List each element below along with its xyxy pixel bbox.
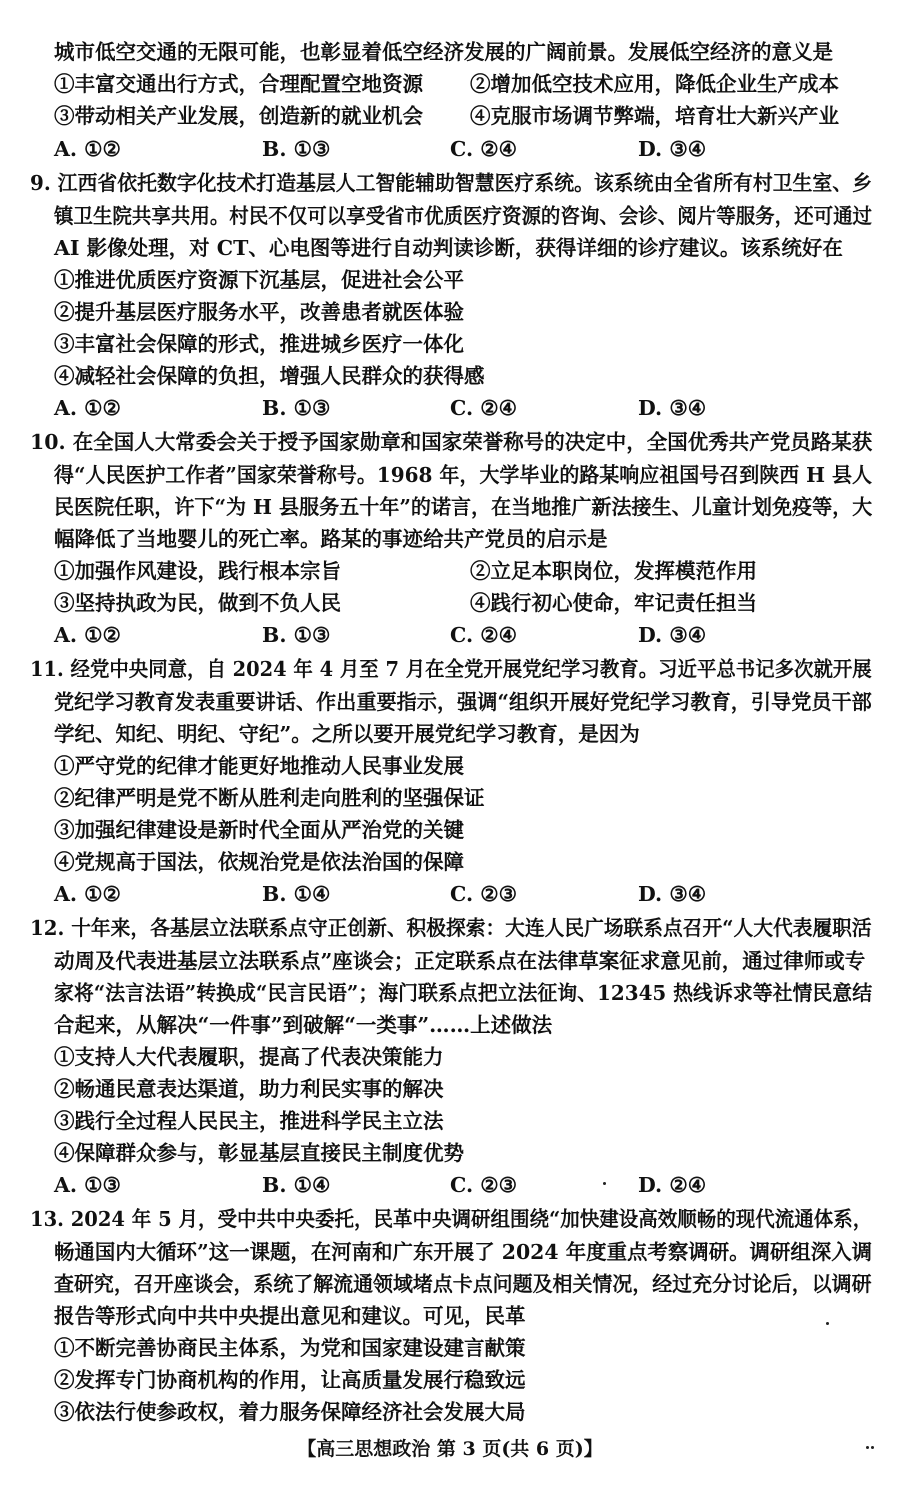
q11-stem-line-3: 学纪、知纪、明纪、守纪”。之所以要开展党纪学习教育，是因为 [54,722,640,746]
q13-stem-line-3: 查研究，召开座谈会，系统了解流通领域堵点卡点问题及相关情况，经过充分讨论后，以调研 [54,1272,872,1296]
q11-choice-a: A. ①② [54,882,121,906]
q9-stem-line-1: 9. 江西省依托数字化技术打造基层人工智能辅助智慧医疗系统。该系统由全省所有村卫生室、乡 [30,171,873,195]
q9-option-4: ④减轻社会保障的负担，增强人民群众的获得感 [54,364,485,388]
q9-option-1: ①推进优质医疗资源下沉基层，促进社会公平 [54,268,464,292]
q8-option-4: ④克服市场调节弊端，培育壮大新兴产业 [470,104,839,128]
q9-choice-d: D. ③④ [638,396,707,420]
q12-choice-c: C. ②③ [450,1173,517,1197]
q11-stem-line-1: 11. 经党中央同意，自 2024 年 4 月至 7 月在全党开展党纪学习教育。习近平总书记多次就开展 [30,657,872,681]
q12-choice-a: A. ①③ [54,1173,121,1197]
q10-stem-line-3: 民医院任职，许下“为 H 县服务五十年”的诺言，在当地推广新法接生、儿童计划免疫等，大 [54,495,873,519]
q10-choice-b: B. ①③ [262,623,331,647]
q11-option-3: ③加强纪律建设是新时代全面从严治党的关键 [54,818,464,842]
q11-stem-line-2: 党纪学习教育发表重要讲话、作出重要指示，强调“组织开展好党纪学习教育，引导党员干部 [54,690,872,714]
page-footer: 【高三思想政治 第 3 页(共 6 页)】 [297,1438,603,1460]
q13-option-2: ②发挥专门协商机构的作用，让高质量发展行稳致远 [54,1368,526,1392]
q11-choice-b: B. ①④ [262,882,331,906]
q12-stem-line-3: 家将“法言法语”转换成“民言民语”；海门联系点把立法征询、12345 热线诉求等社情民意结 [54,981,873,1005]
q10-choice-a: A. ①② [54,623,121,647]
q13-stem-line-2: 畅通国内大循环”这一课题，在河南和广东开展了 2024 年度重点考察调研。调研组深入调 [54,1240,873,1264]
q9-stem-line-2: 镇卫生院共享共用。村民不仅可以享受省市优质医疗资源的咨询、会诊、阅片等服务，还可通过 [54,204,873,228]
q8-choice-b: B. ①③ [262,137,331,161]
scan-speck [826,1322,829,1325]
q8-choice-c: C. ②④ [450,137,517,161]
q9-choice-b: B. ①③ [262,396,331,420]
q8-option-1: ①丰富交通出行方式，合理配置空地资源 [54,72,423,96]
q10-option-1: ①加强作风建设，践行根本宗旨 [54,559,341,583]
scan-speck [866,1446,869,1449]
q12-choice-d: D. ②④ [638,1173,707,1197]
q9-option-3: ③丰富社会保障的形式，推进城乡医疗一体化 [54,332,464,356]
q10-stem-line-2: 得“人民医护工作者”国家荣誉称号。1968 年，大学毕业的路某响应祖国号召到陕西 H 县人 [54,463,872,487]
q10-option-3: ③坚持执政为民，做到不负人民 [54,591,341,615]
q8-option-3: ③带动相关产业发展，创造新的就业机会 [54,104,423,128]
q10-stem-line-4: 幅降低了当地婴儿的死亡率。路某的事迹给共产党员的启示是 [54,527,608,551]
q13-option-3: ③依法行使参政权，着力服务保障经济社会发展大局 [54,1400,526,1424]
q10-option-4: ④践行初心使命，牢记责任担当 [470,591,757,615]
q11-option-4: ④党规高于国法，依规治党是依法治国的保障 [54,850,464,874]
q9-choice-a: A. ①② [54,396,121,420]
q11-option-2: ②纪律严明是党不断从胜利走向胜利的坚强保证 [54,786,485,810]
q12-option-2: ②畅通民意表达渠道，助力利民实事的解决 [54,1077,444,1101]
q11-choice-d: D. ③④ [638,882,707,906]
q11-option-1: ①严守党的纪律才能更好地推动人民事业发展 [54,754,464,778]
q12-choice-b: B. ①④ [262,1173,331,1197]
q13-option-1: ①不断完善协商民主体系，为党和国家建设建言献策 [54,1336,526,1360]
scan-speck [603,1182,606,1185]
q12-stem-line-1: 12. 十年来，各基层立法联系点守正创新、积极探索：大连人民广场联系点召开“人大代表履职活 [30,916,872,940]
q13-stem-line-4: 报告等形式向中共中央提出意见和建议。可见，民革 [54,1304,526,1328]
q10-choice-d: D. ③④ [638,623,707,647]
q10-choice-c: C. ②④ [450,623,517,647]
q10-option-2: ②立足本职岗位，发挥模范作用 [470,559,757,583]
q12-option-1: ①支持人大代表履职，提高了代表决策能力 [54,1045,444,1069]
q9-option-2: ②提升基层医疗服务水平，改善患者就医体验 [54,300,464,324]
q9-stem-line-3: AI 影像处理，对 CT、心电图等进行自动判读诊断，获得详细的诊疗建议。该系统好在 [54,236,843,260]
scan-speck [871,1446,874,1449]
q9-choice-c: C. ②④ [450,396,517,420]
q11-choice-c: C. ②③ [450,882,517,906]
q12-stem-line-2: 动周及代表进基层立法联系点”座谈会；正定联系点在法律草案征求意见前，通过律师或专 [54,949,866,973]
q12-stem-line-4: 合起来，从解决“一件事”到破解“一类事”……上述做法 [54,1013,553,1037]
q8-choice-d: D. ③④ [638,137,707,161]
q8-stem-line: 城市低空交通的无限可能，也彰显着低空经济发展的广阔前景。发展低空经济的意义是 [54,40,833,64]
q12-option-3: ③践行全过程人民民主，推进科学民主立法 [54,1109,444,1133]
q10-stem-line-1: 10. 在全国人大常委会关于授予国家勋章和国家荣誉称号的决定中，全国优秀共产党员路某获 [30,430,873,454]
q12-option-4: ④保障群众参与，彰显基层直接民主制度优势 [54,1141,464,1165]
q8-option-2: ②增加低空技术应用，降低企业生产成本 [470,72,839,96]
q13-stem-line-1: 13. 2024 年 5 月，受中共中央委托，民革中央调研组围绕“加快建设高效顺畅的现代流通体系， [30,1207,873,1231]
q8-choice-a: A. ①② [54,137,121,161]
